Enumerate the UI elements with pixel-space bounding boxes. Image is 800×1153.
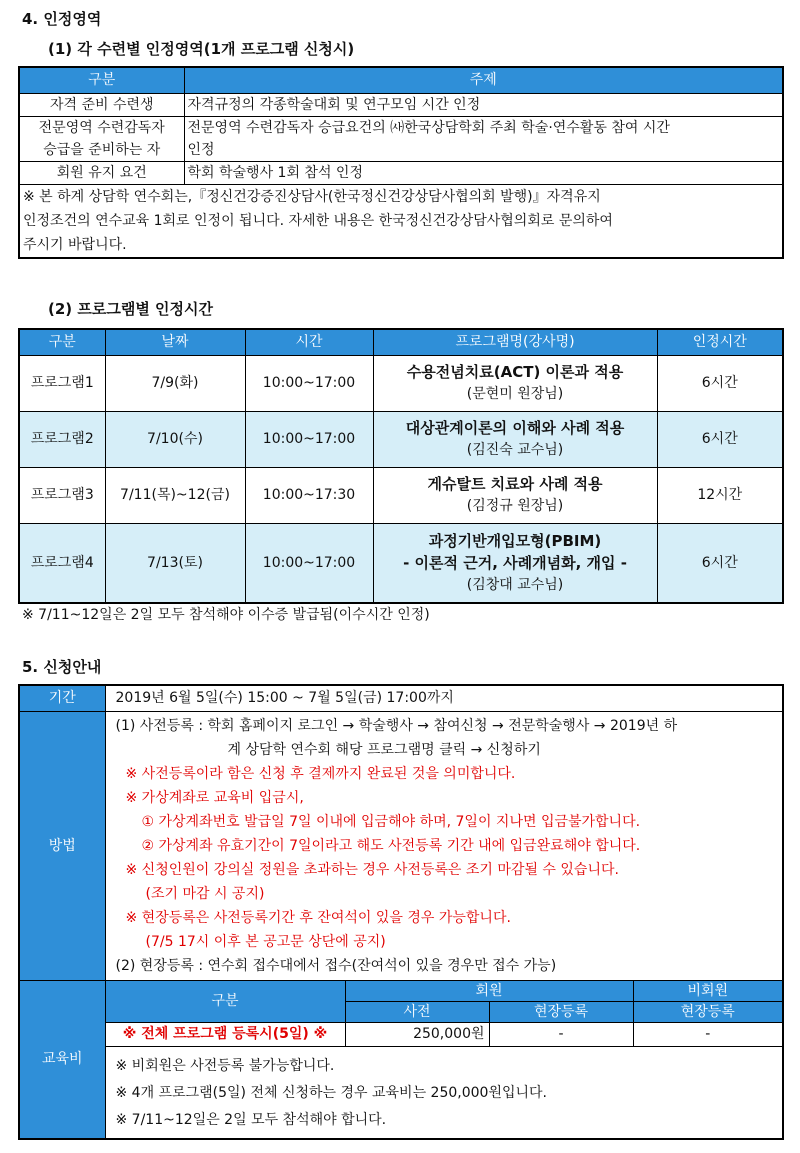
table-program-hours [18, 328, 784, 604]
sub2-title: (2) 프로그램별 인정시간 [48, 300, 214, 318]
program-hours: 6시간 [657, 355, 783, 411]
row-value: 자격규정의 각종학술대회 및 연구모임 시간 인정 [184, 93, 783, 116]
method-line: ※ 가상계좌로 교육비 입금시, [125, 789, 304, 806]
section4-title: 4. 인정영역 [22, 10, 102, 28]
program-date: 7/11(목)~12(금) [105, 467, 245, 523]
fee-onsite-value: - [489, 1022, 633, 1046]
program-title: 게슈탈트 치료와 사례 적용 [427, 475, 603, 493]
method-line: 계 상담학 연수회 해당 프로그램명 클릭 → 신청하기 [227, 741, 541, 758]
table-row [19, 411, 783, 467]
program-name: 프로그램1 [19, 355, 105, 411]
program-time: 10:00~17:00 [245, 355, 373, 411]
fee-pre-value: 250,000원 [345, 1022, 489, 1046]
row-label: 전문영역 수련감독자 [19, 116, 184, 139]
program-lecturer: (문현미 원장님) [466, 386, 564, 402]
note-line: ※ 본 하계 상담학 연수회는,『정신건강증진상담사(한국정신건강상담사협의회 발행)』자격유지 [23, 188, 601, 205]
program-note: ※ 7/11~12일은 2일 모두 참석해야 이수증 발급됨(이수시간 인정) [22, 607, 430, 623]
note-line: 인정조건의 연수교육 1회로 인정이 됩니다. 자세한 내용은 한국정신건강상담사협의회로 문의하여 [23, 212, 613, 229]
period-value: 2019년 6월 5일(수) 15:00 ~ 7월 5일(금) 17:00까지 [105, 685, 783, 711]
fee-notes [105, 1046, 783, 1139]
program-lecturer: (김진숙 교수님) [466, 442, 564, 458]
table1-note [19, 184, 783, 258]
row-value: 인정 [184, 139, 783, 162]
method-line: (1) 사전등록 : 학회 홈페이지 로그인 → 학술행사 → 참여신청 → 전문학술행사 → 2019년 하 [115, 717, 678, 734]
table-recognition-area [18, 66, 784, 259]
method-line: ① 가상계좌번호 발급일 7일 이내에 입금해야 하며, 7일이 지나면 입금불가합니다. [141, 813, 641, 830]
method-line: ※ 현장등록은 사전등록기간 후 잔여석이 있을 경우 가능합니다. [125, 909, 511, 926]
fee-note: ※ 4개 프로그램(5일) 전체 신청하는 경우 교육비는 250,000원입니다. [115, 1084, 547, 1101]
fee-label: 교육비 [19, 980, 105, 1139]
period-label: 기간 [19, 685, 105, 711]
program-hours: 6시간 [657, 523, 783, 603]
program-time: 10:00~17:30 [245, 467, 373, 523]
header-program: 프로그램명(강사명) [373, 329, 657, 355]
program-date: 7/10(수) [105, 411, 245, 467]
table-application [18, 684, 784, 1140]
program-date: 7/9(화) [105, 355, 245, 411]
header-hours: 인정시간 [657, 329, 783, 355]
fee-note: ※ 비회원은 사전등록 불가능합니다. [115, 1057, 335, 1074]
row-value: 학회 학술행사 1회 참석 인정 [184, 161, 783, 184]
fee-header-category: 구분 [105, 980, 345, 1022]
row-value: 전문영역 수련감독자 승급요건의 ㈔한국상담학회 주최 학술·연수활동 참여 시간 [184, 116, 783, 139]
header-date: 날짜 [105, 329, 245, 355]
note-line: 주시기 바랍니다. [23, 236, 127, 253]
fee-header-pre: 사전 [345, 1001, 489, 1022]
program-subtitle: - 이론적 근거, 사례개념화, 개입 - [403, 553, 627, 572]
method-line: ※ 신청인원이 강의실 정원을 초과하는 경우 사전등록은 조기 마감될 수 있습니다. [125, 861, 619, 878]
row-label: 승급을 준비하는 자 [19, 139, 184, 162]
method-label: 방법 [19, 711, 105, 980]
program-hours: 6시간 [657, 411, 783, 467]
program-name: 프로그램4 [19, 523, 105, 603]
table-row [19, 355, 783, 411]
program-cell [373, 467, 657, 523]
method-line: ② 가상계좌 유효기간이 7일이라고 해도 사전등록 기간 내에 입금완료해야 합니다. [141, 837, 641, 854]
header-category: 구분 [19, 329, 105, 355]
fee-header-onsite-nonmember: 현장등록 [633, 1001, 783, 1022]
program-lecturer: (김정규 원장님) [466, 498, 564, 514]
fee-header-member: 회원 [345, 980, 633, 1001]
program-title: 과정기반개입모형(PBIM) [428, 531, 602, 550]
section5-title: 5. 신청안내 [22, 658, 102, 676]
method-content [105, 711, 783, 980]
table-row [19, 467, 783, 523]
method-line: (2) 현장등록 : 연수회 접수대에서 접수(잔여석이 있을 경우만 접수 가능) [115, 957, 557, 974]
row-label: 자격 준비 수련생 [19, 93, 184, 116]
sub1-title: (1) 각 수련별 인정영역(1개 프로그램 신청시) [48, 40, 355, 58]
fee-nonmember-value: - [633, 1022, 783, 1046]
program-cell [373, 411, 657, 467]
row-label: 회원 유지 요건 [19, 161, 184, 184]
table-row [19, 523, 783, 603]
program-name: 프로그램3 [19, 467, 105, 523]
program-cell [373, 355, 657, 411]
program-lecturer: (김창대 교수님) [466, 576, 564, 593]
program-cell [373, 523, 657, 603]
fee-note: ※ 7/11~12일은 2일 모두 참석해야 합니다. [115, 1111, 387, 1128]
program-date: 7/13(토) [105, 523, 245, 603]
fee-row-label: ※ 전체 프로그램 등록시(5일) ※ [105, 1022, 345, 1046]
program-time: 10:00~17:00 [245, 523, 373, 603]
fee-header-onsite: 현장등록 [489, 1001, 633, 1022]
program-name: 프로그램2 [19, 411, 105, 467]
program-title: 수용전념치료(ACT) 이론과 적용 [406, 363, 624, 381]
method-line: (조기 마감 시 공지) [145, 885, 265, 902]
header-category: 구분 [19, 67, 184, 93]
method-line: (7/5 17시 이후 본 공고문 상단에 공지) [145, 933, 386, 950]
program-time: 10:00~17:00 [245, 411, 373, 467]
fee-header-nonmember: 비회원 [633, 980, 783, 1001]
method-line: ※ 사전등록이라 함은 신청 후 결제까지 완료된 것을 의미합니다. [125, 765, 516, 782]
program-title: 대상관계이론의 이해와 사례 적용 [405, 419, 625, 437]
header-time: 시간 [245, 329, 373, 355]
header-topic: 주제 [184, 67, 783, 93]
program-hours: 12시간 [657, 467, 783, 523]
